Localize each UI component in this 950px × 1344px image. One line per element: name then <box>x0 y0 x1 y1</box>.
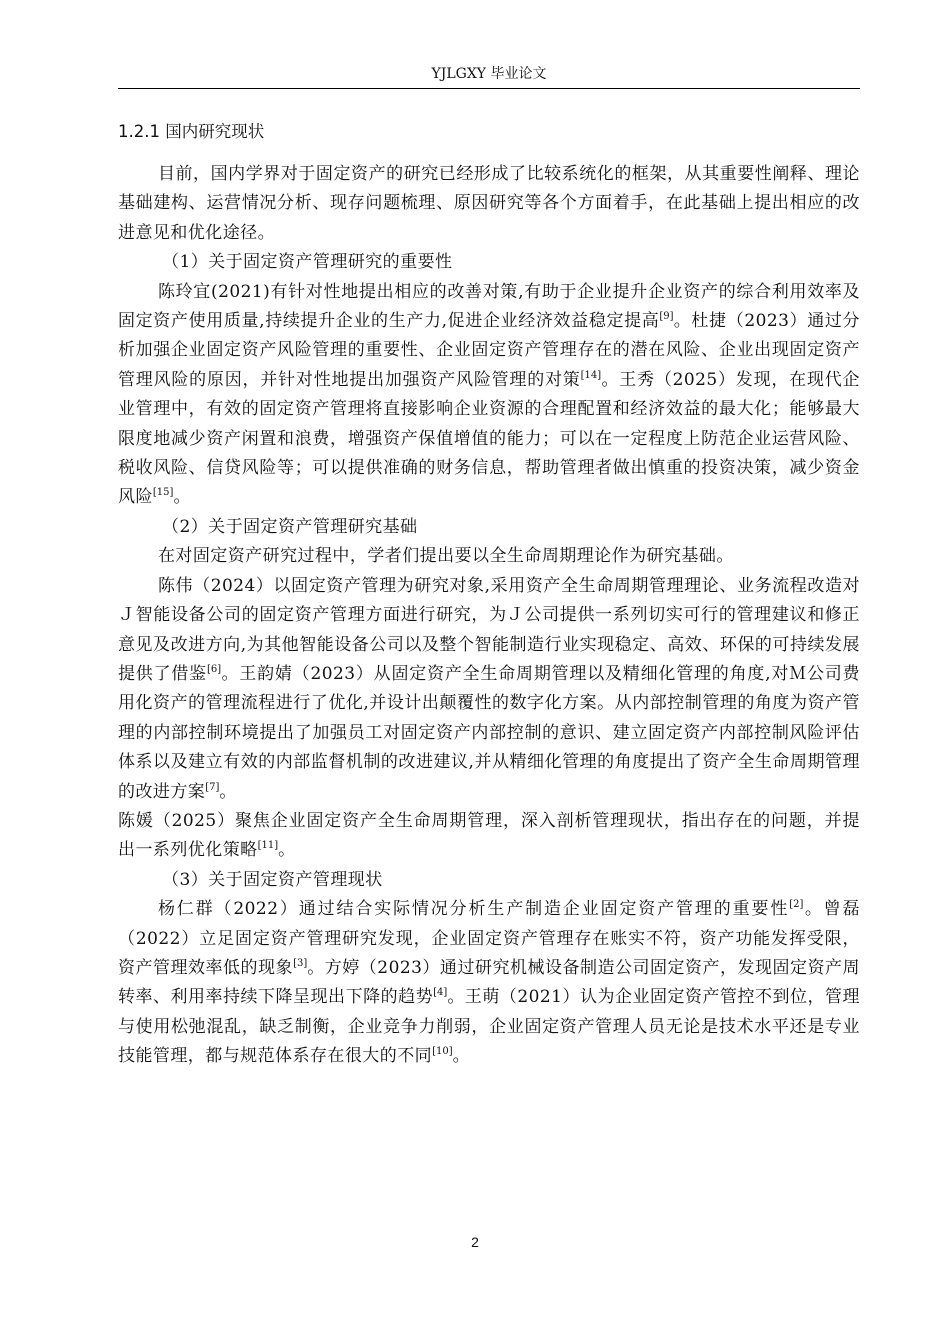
text-run: 陈伟（2024）以固定资产管理为研究对象,采用资产全生命周期管理理论、业务流程改造对Ｊ智能设备公司的固定资产管理方面进行研究，为Ｊ公司提供一系列切实可行的管理建议和修正意见及改进方向,为其他智能设备公司以及整个智能制造行业实现稳定、高效、环保的可持续发展提供了借鉴 <box>118 575 860 684</box>
citation-4: [4] <box>433 987 448 999</box>
citation-7: [7] <box>205 781 220 793</box>
text-run: 。方婷（2023）通过研究机械设备制造公司固定资产，发现固定资产周转率、利用率持续下降呈现出下降的趋势 <box>118 957 860 1008</box>
text-run: 。 <box>452 1046 471 1067</box>
importance-paragraph <box>118 278 860 513</box>
citation-11: [11] <box>257 840 279 852</box>
text-run: 。王萌（2021）认为企业固定资产管控不到位，管理与使用松弛混乱，缺乏制衡，企业竞争力削弱，企业固定资产管理人员无论是技术水平还是专业技能管理，都与规范体系存在很大的不同 <box>118 987 860 1067</box>
citation-15: [15] <box>152 487 174 499</box>
text-run: 。杜捷（2023）通过分析加强企业固定资产风险管理的重要性、企业固定资产管理存在的潜在风险、企业出现固定资产管理风险的原因，并针对性地提出加强资产风险管理的对策 <box>118 311 860 390</box>
text-run: 陈媛（2025）聚焦企业固定资产全生命周期管理，深入剖析管理现状，指出存在的问题，并提出一系列优化策略 <box>118 810 860 861</box>
status-paragraph <box>118 895 860 1071</box>
text-run: 。曾磊（2022）立足固定资产管理研究发现，企业固定资产管理存在账实不符，资产功能发挥受限，资产管理效率低的现象 <box>118 899 861 978</box>
subheading-importance: （1）关于固定资产管理研究的重要性 <box>162 252 453 273</box>
page-body <box>118 116 860 1072</box>
citation-14: [14] <box>580 369 602 381</box>
text-run: 。 <box>219 781 237 802</box>
text-run: 。 <box>173 487 191 508</box>
chenyuan-paragraph <box>118 807 860 866</box>
text-run: 。王韵婧（2023）从固定资产全生命周期管理以及精细化管理的角度,对Ｍ公司费用化资产的管理流程进行了优化,并设计出颠覆性的数字化方案。从内部控制管理的角度为资产管理的内部控制环境提出了加强员工对固定资产内部控制的意识、建立固定资产内部控制风险评估体系以及建立有效的内部监督机制的改进建议,并从精细化管理的角度提出了资产全生命周期管理的改进方案 <box>118 663 860 802</box>
text-run: 杨仁群（2022）通过结合实际情况分析生产制造企业固定资产管理的重要性 <box>157 899 790 920</box>
section-heading: 1.2.1 国内研究现状 <box>118 122 265 141</box>
text-run: 。 <box>278 840 296 861</box>
foundation-paragraph: 在对固定资产研究过程中，学者们提出要以全生命周期理论作为研究基础。 <box>157 546 734 567</box>
intro-paragraph: 目前，国内学界对于固定资产的研究已经形成了比较系统化的框架，从其重要性阐释、理论基础建构、运营情况分析、现存问题梳理、原因研究等各个方面着手，在此基础上提出相应的改进意见和优化途径。 <box>118 164 860 243</box>
text-run: 。王秀（2025）发现，在现代企业管理中，有效的固定资产管理将直接影响企业资源的合理配置和经济效益的最大化；能够最大限度地减少资产闲置和浪费，增强资产保值增值的能力；可以在一定程度上防范企业运营风险、税收风险、信贷风险等；可以提供准确的财务信息，帮助管理者做出慎重的投资决策，减少资金风险 <box>118 369 861 508</box>
text-run: 陈玲宜(2021)有针对性地提出相应的改善对策,有助于企业提升企业资产的综合利用效率及固定资产使用质量,持续提升企业的生产力,促进企业经济效益稳定提高 <box>118 281 860 332</box>
citation-2: [2] <box>789 899 804 911</box>
citation-6: [6] <box>206 663 222 675</box>
citation-10: [10] <box>432 1046 453 1058</box>
citation-9: [9] <box>659 311 674 323</box>
lifecycle-paragraph <box>118 572 860 807</box>
page-number: 2 <box>471 1234 479 1250</box>
citation-3: [3] <box>293 957 308 969</box>
header-rule <box>118 88 860 89</box>
running-header: YJLGXY 毕业论文 <box>431 66 547 82</box>
subheading-foundation: （2）关于固定资产管理研究基础 <box>162 516 418 537</box>
subheading-status: （3）关于固定资产管理现状 <box>162 869 383 890</box>
